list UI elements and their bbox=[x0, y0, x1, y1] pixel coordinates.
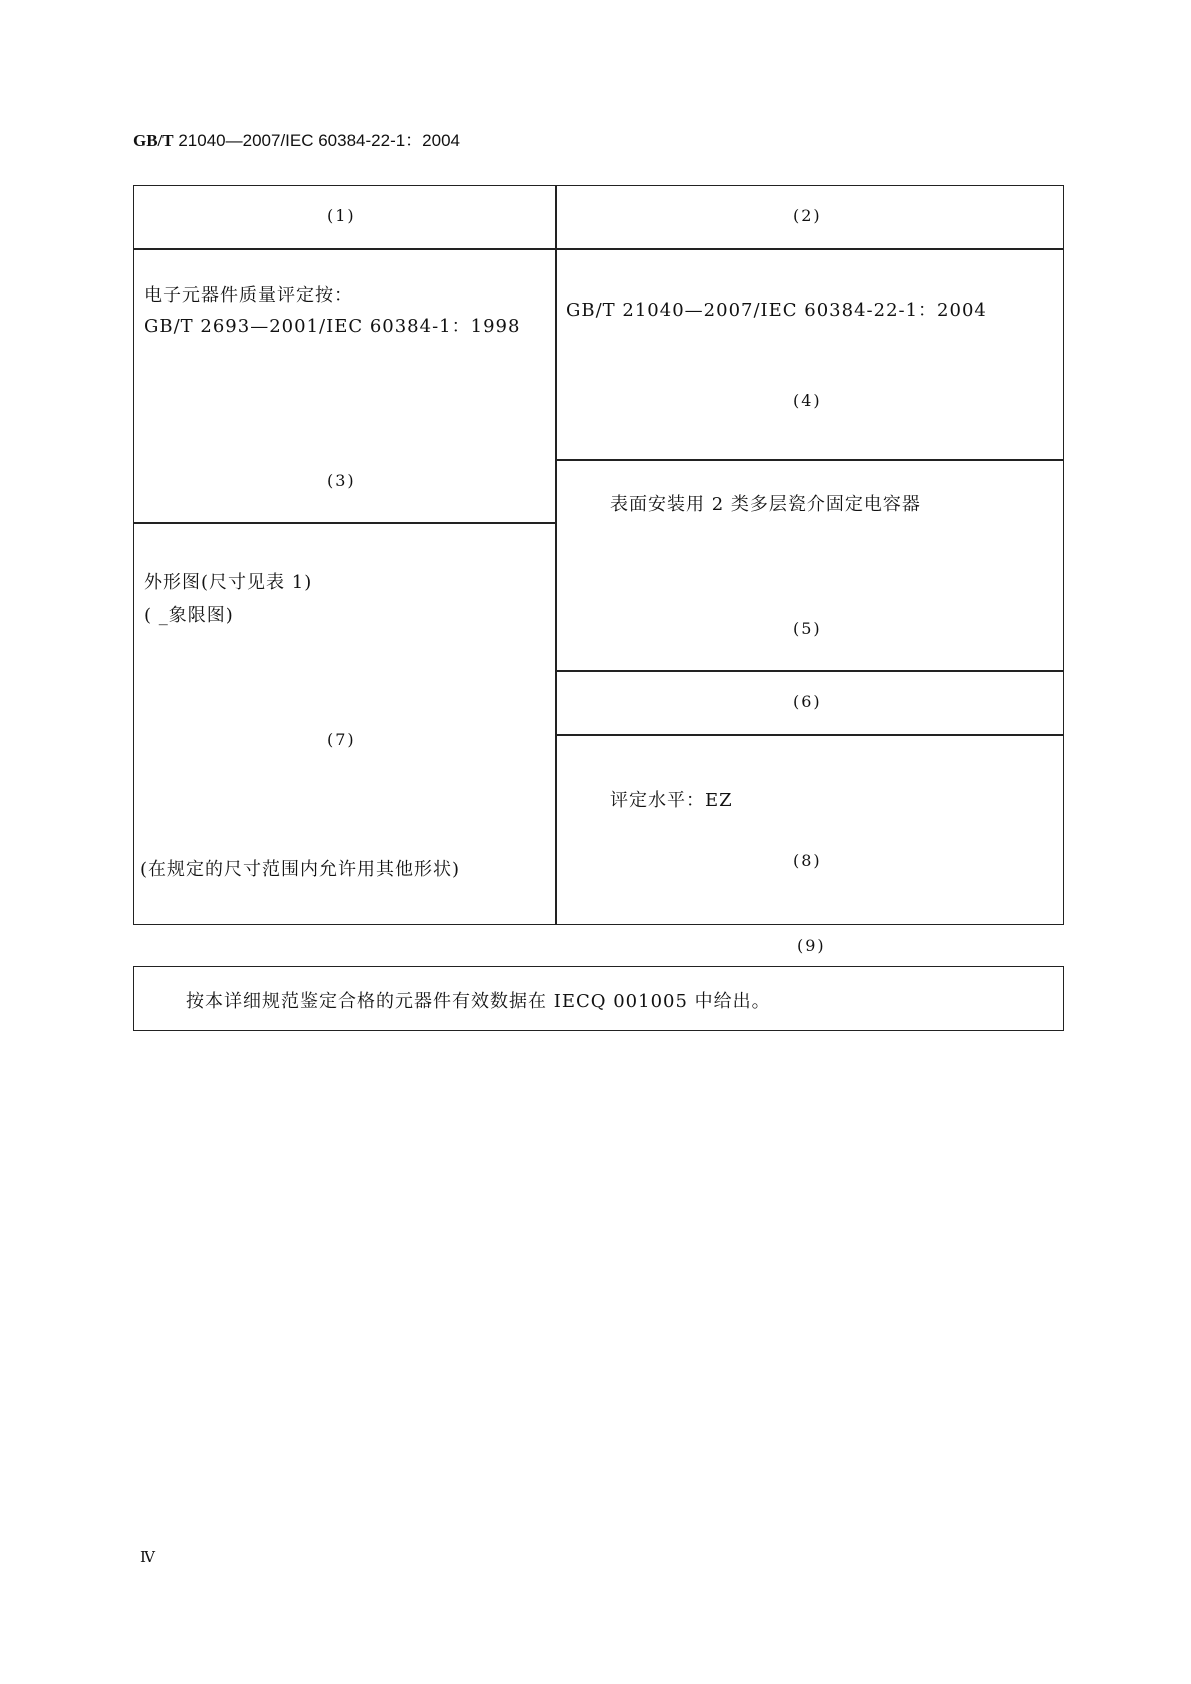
cell-number-6: (6) bbox=[793, 692, 822, 711]
cell-8-text: 评定水平：EZ bbox=[610, 790, 733, 811]
cell-7-line-2: ( _象限图) bbox=[144, 605, 234, 626]
cell-7-note: (在规定的尺寸范围内允许用其他形状) bbox=[140, 859, 461, 880]
cell-number-3: (3) bbox=[327, 471, 356, 490]
row-divider-right-6 bbox=[555, 734, 1064, 736]
qualification-note-text: 按本详细规范鉴定合格的元器件有效数据在 IECQ 001005 中给出。 bbox=[186, 991, 771, 1012]
cell-number-4: (4) bbox=[793, 391, 822, 410]
cell-3-line-2: GB/T 2693—2001/IEC 60384-1：1998 bbox=[144, 316, 521, 337]
cell-3-line-1: 电子元器件质量评定按： bbox=[144, 285, 353, 306]
cell-7-line-1: 外形图(尺寸见表 1) bbox=[144, 572, 313, 593]
row-divider-left-3 bbox=[133, 522, 555, 524]
row-divider-header bbox=[133, 248, 1064, 250]
column-divider bbox=[555, 185, 557, 925]
document-code-header bbox=[133, 126, 460, 151]
page-number: Ⅳ bbox=[140, 1548, 155, 1566]
cell-number-5: (5) bbox=[793, 619, 822, 638]
cell-5-text: 表面安装用 2 类多层瓷介固定电容器 bbox=[610, 494, 921, 515]
row-divider-right-4 bbox=[555, 459, 1064, 461]
cell-number-8: (8) bbox=[793, 851, 822, 870]
cell-number-2: (2) bbox=[793, 206, 822, 225]
standard-prefix: GB/T bbox=[133, 131, 174, 150]
standard-number: 21040—2007/IEC 60384-22-1：2004 bbox=[173, 131, 461, 150]
cell-number-7: (7) bbox=[327, 730, 356, 749]
cell-number-1: (1) bbox=[327, 206, 356, 225]
row-divider-right-5 bbox=[555, 670, 1064, 672]
cell-4-text: GB/T 21040—2007/IEC 60384-22-1：2004 bbox=[566, 300, 987, 321]
cell-number-9: (9) bbox=[797, 936, 826, 955]
